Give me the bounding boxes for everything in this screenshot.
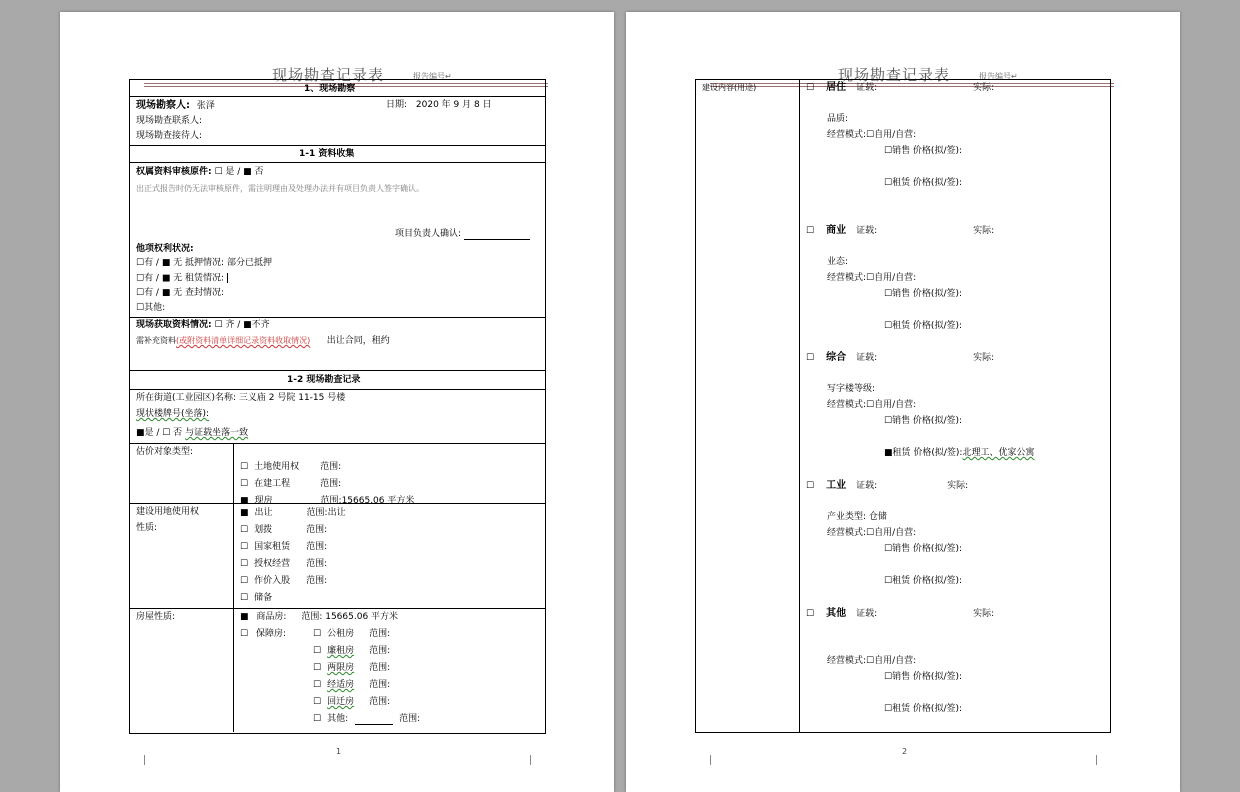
section-1-2-title: 1-2 现场勘查记录 (287, 375, 361, 385)
land-type-checkbox: ☐ (240, 542, 249, 552)
usage-cert-label: 证载: (856, 83, 878, 93)
land-use-label-2: 性质: (136, 523, 158, 533)
receiver-label[interactable]: 现场勘查接待人: (136, 131, 203, 141)
pm-confirm-row (395, 229, 530, 240)
column-divider (233, 443, 234, 732)
usage-checkbox: ☐ (806, 481, 815, 491)
affordable-type-name: 其他: (327, 714, 349, 724)
land-type-row[interactable] (240, 593, 306, 604)
affordable-label: 保障房: (255, 629, 286, 639)
date-value[interactable]: 2020 年 9 月 8 日 (415, 100, 492, 110)
commercial-checkbox: ■ (240, 612, 249, 622)
commercial-range-label: 范围: (301, 612, 323, 622)
affordable-type-range-label: 范围: (399, 714, 421, 724)
mode-label: 经营模式: (827, 273, 867, 283)
lease-checkbox[interactable] (884, 576, 962, 587)
usage-name: 商业 (826, 225, 847, 236)
document-page-2 (626, 12, 1180, 792)
obtain-label: 现场获取资料情况: (136, 320, 212, 330)
consistent-text: 与证载坐落一致 (185, 428, 249, 438)
ownership-row (136, 167, 264, 178)
header-title: 现场勘查记录表 (838, 66, 951, 84)
other-row[interactable]: ☐其他: (136, 303, 166, 313)
self-use-checkbox: ☐自用/自营: (866, 528, 917, 538)
consistent-row[interactable] (136, 428, 248, 439)
supplement-row (136, 335, 390, 347)
street-row[interactable]: 所在街道(工业园区)名称: 三义庙 2 号院 11-15 号楼 (136, 393, 346, 403)
land-type-row[interactable] (240, 525, 327, 536)
supplement-link[interactable]: (或附资料清单详细记录资料收取情况) (176, 336, 311, 345)
land-type-name: 国家租赁 (254, 542, 291, 552)
mode-label: 经营模式: (827, 400, 867, 410)
self-use-checkbox: ☐自用/自营: (866, 273, 917, 283)
consistent-checkbox: ■是 / ☐ 否 (136, 428, 186, 438)
land-type-range-label: 范围: (306, 508, 328, 518)
affordable-type-row[interactable] (313, 680, 390, 691)
row-divider (129, 370, 545, 371)
affordable-type-range-label: 范围: (369, 697, 391, 707)
building-no-label: 现状楼牌号(坐落): (136, 409, 210, 419)
lease-label: ☐租赁 价格(拟/签): (884, 178, 963, 188)
margin-mark (1096, 755, 1097, 765)
self-use-checkbox: ☐自用/自营: (866, 400, 917, 410)
usage-actual-label: 实际: (973, 83, 995, 93)
land-type-checkbox: ■ (240, 508, 249, 518)
mode-row (827, 130, 916, 141)
row-divider (129, 608, 545, 609)
affordable-type-row[interactable] (313, 646, 390, 657)
lease-checkbox[interactable] (884, 448, 1034, 459)
usage-field[interactable]: 业态: (827, 257, 849, 267)
sale-checkbox[interactable]: ☐销售 价格(拟/签): (884, 672, 963, 682)
mode-row (827, 273, 916, 284)
usage-checkbox: ☐ (806, 83, 815, 93)
margin-mark (144, 755, 145, 765)
row-divider (129, 503, 545, 504)
land-type-name: 储备 (254, 593, 273, 603)
section-1-1-title: 1-1 资料收集 (299, 149, 355, 159)
usage-name: 其他 (826, 608, 847, 619)
affordable-type-row[interactable] (313, 663, 390, 674)
usage-actual-label: 实际: (973, 226, 995, 236)
val-type-checkbox: ■ (240, 496, 249, 506)
lease-checkbox[interactable] (884, 178, 962, 189)
val-type-range-label: 范围: (320, 479, 342, 489)
row-divider (129, 162, 545, 163)
supplement-items[interactable]: 出让合同，租约 (326, 336, 390, 346)
land-type-checkbox: ☐ (240, 593, 249, 603)
usage-field[interactable]: 产业类型: 仓储 (827, 512, 887, 522)
lease-label: ☐租赁 价格(拟/签): (884, 576, 963, 586)
land-type-range-value: 出让 (327, 508, 346, 518)
self-use-checkbox: ☐自用/自营: (866, 656, 917, 666)
usage-checkbox: ☐ (806, 226, 815, 236)
contact-label[interactable]: 现场勘查联系人: (136, 116, 203, 126)
usage-heading[interactable] (806, 480, 968, 492)
affordable-type-row[interactable] (313, 697, 390, 708)
sale-checkbox[interactable]: ☐销售 价格(拟/签): (884, 544, 963, 554)
report-number-label: 报告编号↵ (413, 72, 452, 81)
land-type-row[interactable] (240, 559, 327, 570)
lease-label: ■租赁 价格(拟/签): (884, 448, 963, 458)
row-divider (129, 443, 545, 444)
land-type-row[interactable] (240, 576, 327, 587)
mortgage-row[interactable]: ☐有 / ■ 无 抵押情况: 部分已抵押 (136, 258, 272, 268)
land-type-range-label: 范围: (306, 542, 328, 552)
column-divider (799, 79, 800, 732)
land-type-range-label: 范围: (306, 559, 328, 569)
lease-row[interactable] (136, 273, 228, 285)
self-use-checkbox: ☐自用/自营: (866, 130, 917, 140)
building-no-row[interactable] (136, 409, 209, 420)
land-type-range-label: 范围: (306, 525, 328, 535)
mode-label: 经营模式: (827, 656, 867, 666)
val-type-row[interactable] (240, 496, 414, 507)
margin-mark (530, 755, 531, 765)
ownership-note: 出正式报告时仍无法审核原件，需注明理由及处理办法并有项目负责人签字确认。 (136, 184, 424, 193)
usage-cert-label: 证载: (856, 481, 878, 491)
obtain-checkbox[interactable]: ☐ 齐 / ■不齐 (214, 320, 270, 330)
page-number: 1 (336, 747, 342, 756)
usage-cert-label: 证载: (856, 226, 878, 236)
land-type-checkbox: ☐ (240, 559, 249, 569)
val-type-name: 在建工程 (254, 479, 291, 489)
val-type-range-value: 15665.06 平方米 (341, 496, 415, 506)
other-blank-field[interactable] (355, 715, 393, 725)
surveyor-label: 现场勘察人: (136, 100, 190, 111)
row-divider (129, 317, 545, 318)
mode-row (827, 656, 916, 667)
commercial-row[interactable] (240, 612, 398, 623)
ownership-checkbox[interactable]: ☐ 是 / ■ 否 (214, 167, 264, 177)
affordable-type-range-label: 范围: (369, 680, 391, 690)
section-1-title: 1、现场勘察 (304, 84, 356, 94)
val-type-name: 土地使用权 (254, 462, 300, 472)
row-divider (129, 389, 545, 390)
land-type-name: 授权经营 (254, 559, 291, 569)
mode-row (827, 400, 916, 411)
margin-mark (710, 755, 711, 765)
other-rights-label: 他项权利状况: (136, 244, 194, 254)
obtain-row (136, 320, 270, 331)
usage-name: 居住 (826, 82, 847, 93)
pm-signature-field[interactable] (464, 230, 530, 240)
val-type-checkbox: ☐ (240, 462, 249, 472)
row-divider (129, 96, 545, 97)
affordable-type-checkbox: ☐ (313, 629, 322, 639)
land-type-name: 出让 (254, 508, 273, 518)
report-number-label: 报告编号↵ (979, 72, 1018, 81)
sale-checkbox[interactable]: ☐销售 价格(拟/签): (884, 416, 963, 426)
lease-value: 北理工、优家公寓 (962, 448, 1035, 458)
affordable-type-row[interactable] (313, 714, 420, 725)
ownership-label: 权属资料审核原件: (136, 167, 212, 177)
affordable-type-name: 公租房 (327, 629, 355, 639)
text-cursor (227, 273, 228, 283)
commercial-range-value: 15665.06 平方米 (325, 612, 399, 622)
date-label: 日期: (386, 100, 408, 110)
commercial-label: 商品房: (256, 612, 287, 622)
land-type-checkbox: ☐ (240, 525, 249, 535)
usage-checkbox: ☐ (806, 609, 815, 619)
affordable-checkbox: ☐ (240, 629, 249, 639)
affordable-type-name: 经适房 (327, 680, 355, 690)
mode-label: 经营模式: (827, 528, 867, 538)
house-label: 房屋性质: (136, 612, 176, 622)
supplement-prefix: 需补充资料 (136, 336, 176, 345)
usage-checkbox: ☐ (806, 353, 815, 363)
lease-row-text: ☐有 / ■ 无 租赁情况: (136, 273, 225, 284)
affordable-type-name: 回迁房 (327, 697, 355, 707)
content-label: 建设内容(用途) (702, 83, 757, 92)
lease-checkbox[interactable] (884, 321, 962, 332)
surveyor-row (136, 100, 215, 112)
affordable-row[interactable] (240, 629, 286, 640)
date-row (386, 100, 492, 111)
land-use-label: 建设用地使用权 (136, 507, 200, 517)
mode-row (827, 528, 916, 539)
land-type-checkbox: ☐ (240, 576, 249, 586)
usage-heading[interactable] (806, 352, 994, 364)
val-type-row[interactable] (240, 479, 341, 490)
sale-checkbox[interactable]: ☐销售 价格(拟/签): (884, 289, 963, 299)
usage-actual-label: 实际: (947, 481, 969, 491)
affordable-type-range-label: 范围: (369, 629, 391, 639)
header-title: 现场勘查记录表 (272, 66, 385, 84)
land-type-name: 划拨 (254, 525, 273, 535)
val-type-checkbox: ☐ (240, 479, 249, 489)
usage-cert-label: 证载: (856, 609, 878, 619)
val-type-range-label: 范围: (320, 496, 342, 506)
land-type-row[interactable] (240, 508, 346, 519)
val-type-name: 现房 (254, 496, 273, 506)
usage-heading[interactable] (806, 608, 994, 620)
val-type-row[interactable] (240, 462, 341, 473)
usage-name: 综合 (826, 352, 847, 363)
affordable-type-row[interactable] (313, 629, 390, 640)
usage-actual-label: 实际: (973, 609, 995, 619)
affordable-type-checkbox: ☐ (313, 680, 322, 690)
usage-heading[interactable] (806, 225, 994, 237)
land-type-row[interactable] (240, 542, 327, 553)
sale-checkbox[interactable]: ☐销售 价格(拟/签): (884, 146, 963, 156)
seizure-row[interactable]: ☐有 / ■ 无 查封情况: (136, 288, 225, 298)
val-type-label: 估价对象类型: (136, 447, 194, 457)
usage-field[interactable]: 写字楼等级: (827, 384, 876, 394)
affordable-type-name: 廉租房 (327, 646, 355, 656)
affordable-type-checkbox: ☐ (313, 646, 322, 656)
affordable-type-checkbox: ☐ (313, 697, 322, 707)
affordable-type-range-label: 范围: (369, 646, 391, 656)
usage-cert-label: 证载: (856, 353, 878, 363)
val-type-range-label: 范围: (320, 462, 342, 472)
mode-label: 经营模式: (827, 130, 867, 140)
affordable-type-checkbox: ☐ (313, 663, 322, 673)
usage-name: 工业 (826, 480, 847, 491)
land-type-range-label: 范围: (306, 576, 328, 586)
lease-checkbox[interactable] (884, 704, 962, 715)
usage-field[interactable]: 品质: (827, 114, 849, 124)
land-type-name: 作价入股 (254, 576, 291, 586)
usage-actual-label: 实际: (973, 353, 995, 363)
page-number: 2 (902, 747, 908, 756)
affordable-type-range-label: 范围: (369, 663, 391, 673)
lease-label: ☐租赁 价格(拟/签): (884, 321, 963, 331)
row-divider (129, 145, 545, 146)
affordable-type-checkbox: ☐ (313, 714, 322, 724)
lease-label: ☐租赁 价格(拟/签): (884, 704, 963, 714)
surveyor-value[interactable]: 张泽 (196, 101, 215, 111)
usage-heading[interactable] (806, 82, 994, 94)
pm-confirm-label: 项目负责人确认: (395, 229, 462, 239)
affordable-type-name: 两限房 (327, 663, 355, 673)
document-page-1 (60, 12, 614, 792)
